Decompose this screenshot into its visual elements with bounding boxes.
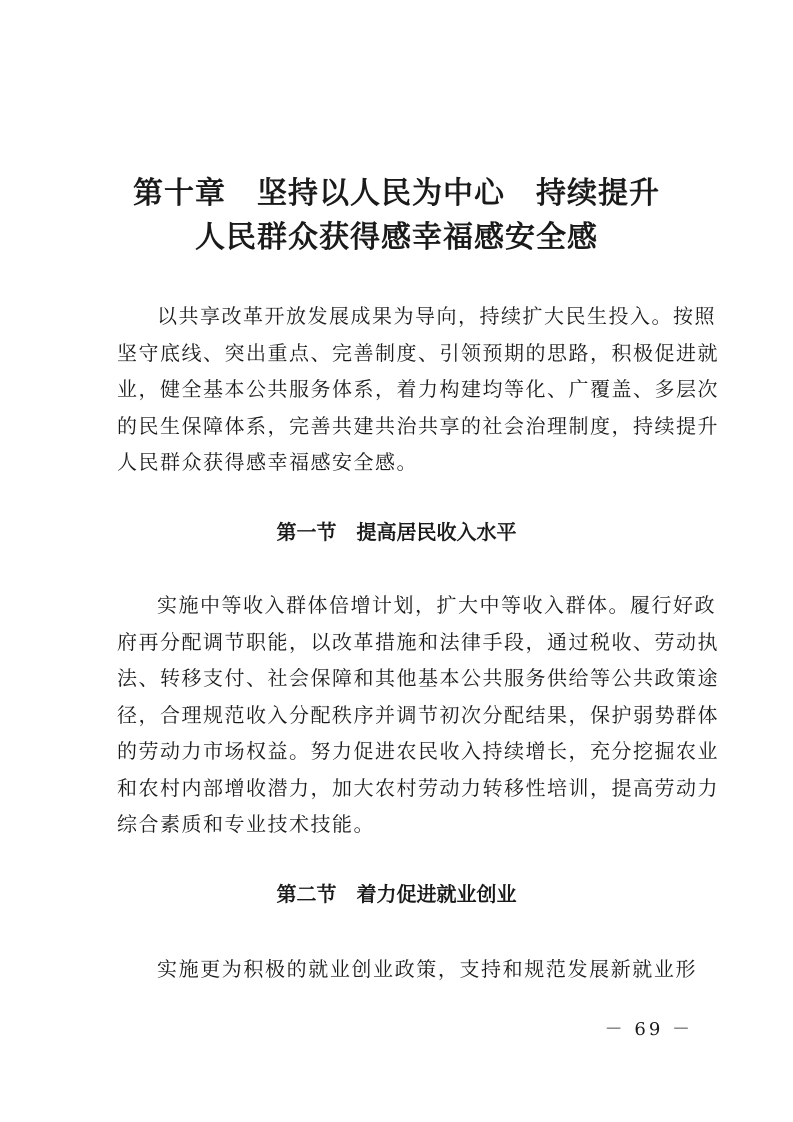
paragraph-line: 以共享改革开放发展成果为导向，持续扩大民生投入。按照 (157, 304, 716, 328)
section-1-paragraph (117, 587, 719, 843)
paragraph-line: 府再分配调节职能，以改革措施和法律手段，通过税收、劳动执 (117, 629, 719, 654)
paragraph-line: 实施更为积极的就业创业政策，支持和规范发展新就业形 (157, 957, 697, 981)
paragraph-line: 法、转移支付、社会保障和其他基本公共服务供给等公共政策途 (117, 666, 719, 690)
chapter-title (0, 172, 793, 260)
page-number: － 69 － (604, 1019, 693, 1040)
paragraph-line: 的民生保障体系，完善共建共治共享的社会治理制度，持续提升 (117, 413, 719, 438)
intro-paragraph (117, 298, 719, 481)
section-2-paragraph (117, 951, 697, 988)
paragraph-line: 人民群众获得感幸福感安全感。 (117, 450, 418, 474)
section-1-title: 第一节 提高居民收入水平 (276, 520, 517, 544)
paragraph-line: 实施中等收入群体倍增计划，扩大中等收入群体。履行好政 (157, 593, 716, 617)
paragraph-line: 坚守底线、突出重点、完善制度、引领预期的思路，积极促进就 (117, 340, 719, 365)
paragraph-line: 综合素质和专业技术技能。 (117, 812, 375, 836)
paragraph-line: 业，健全基本公共服务体系，着力构建均等化、广覆盖、多层次 (117, 377, 719, 401)
paragraph-line: 的劳动力市场权益。努力促进农民收入持续增长，充分挖掘农业 (117, 739, 719, 763)
chapter-title-line-1: 第十章 坚持以人民为中心 持续提升 (133, 176, 660, 211)
section-2-title: 第二节 着力促进就业创业 (276, 882, 517, 906)
paragraph-line: 径，合理规范收入分配秩序并调节初次分配结果，保护弱势群体 (117, 702, 719, 727)
chapter-title-line-2: 人民群众获得感幸福感安全感 (195, 220, 598, 255)
paragraph-line: 和农村内部增收潜力，加大农村劳动力转移性培训，提高劳动力 (117, 775, 719, 800)
